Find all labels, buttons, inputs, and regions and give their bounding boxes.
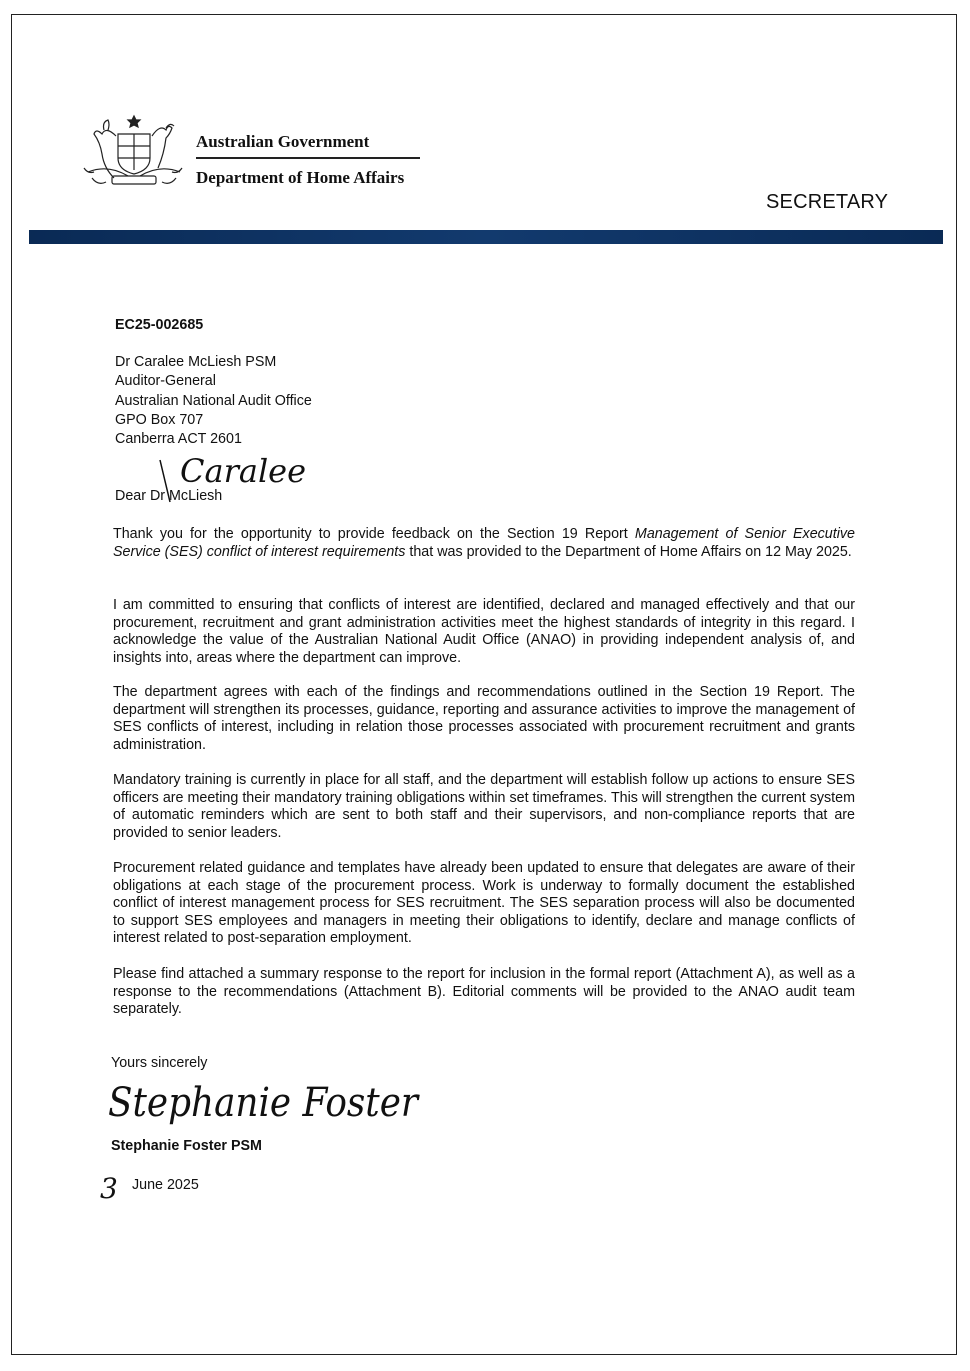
recipient-address <box>115 353 312 449</box>
recipient-name: Dr Caralee McLiesh PSM <box>115 354 277 370</box>
paragraph-3: The department agrees with each of the findings and recommendations outlined in the Section 19 Report. The department will strengthen its processes, guidance, reporting and assurance activities to improve the management of SES conflicts of interest, including in relation those processes associated with procurement recruitment and grants administration. <box>113 684 855 753</box>
handwritten-signature-text: Stephanie Foster <box>108 1080 421 1126</box>
paragraph-1-start: Thank you for the opportunity to provide feedback on the Section 19 Report <box>113 526 635 542</box>
department-title: Department of Home Affairs <box>196 168 405 187</box>
paragraph-1-end: that was provided to the Department of Home Affairs on 12 May 2025. <box>405 543 852 560</box>
report-title: Management of Senior Executive Service (SES) conflict of interest requirements <box>113 526 855 560</box>
recipient-address-line1: GPO Box 707 <box>115 411 204 428</box>
coat-of-arms-icon <box>78 112 190 190</box>
recipient-address-line2: Canberra ACT 2601 <box>115 431 242 448</box>
signatory-name: Stephanie Foster PSM <box>111 1138 262 1154</box>
handwritten-signature <box>100 1060 430 1140</box>
office-title: SECRETARY <box>766 191 889 213</box>
government-title: Australian Government <box>196 132 370 151</box>
recipient-title: Auditor-General <box>115 373 216 390</box>
closing: Yours sincerely <box>111 1055 208 1071</box>
paragraph-5: Procurement related guidance and templates have already been updated to ensure that delegates are aware of their obligations at each stage of the procurement process. Work is underway to formally document the established conflict of interest management process for SES recruitment. The SES separation process will also be documented to support SES employees and managers in meeting their obligations to identify, declare and manage conflicts of interest related to post-separation employment. <box>113 860 855 947</box>
paragraph-1 <box>113 526 855 561</box>
handwritten-day <box>98 1170 120 1204</box>
letterhead-banner <box>29 230 943 244</box>
recipient-organisation: Australian National Audit Office <box>115 392 312 409</box>
letter-date: June 2025 <box>132 1177 199 1193</box>
paragraph-2: I am committed to ensuring that conflicts of interest are identified, declared and managed effectively and that our procurement, recruitment and grant administration activities meet the highest standards of integrity in this regard. I acknowledge the value of the Australian National Audit Office (ANAO) in providing independent analysis of, and insights into, areas where the department can improve. <box>113 597 855 666</box>
handwritten-salutation-text: Caralee <box>180 452 307 490</box>
paragraph-6: Please find attached a summary response to the report for inclusion in the formal report (Attachment A), as well as a response to the recommendations (Attachment B). Editorial comments will be provided to the ANAO audit team separately. <box>113 966 855 1018</box>
paragraph-4: Mandatory training is currently in place for all staff, and the department will establish follow up actions to ensure SES officers are meeting their mandatory training obligations within set timeframes. This will strengthen the current system of automatic reminders which are sent to both staff and their supervisors, and non-compliance reports that are provided to senior leaders. <box>113 772 855 841</box>
handwritten-day-text: 3 <box>100 1172 118 1204</box>
salutation: Dear Dr McLiesh <box>115 488 223 504</box>
reference-number: EC25-002685 <box>115 317 204 333</box>
letterhead-divider <box>196 157 420 159</box>
